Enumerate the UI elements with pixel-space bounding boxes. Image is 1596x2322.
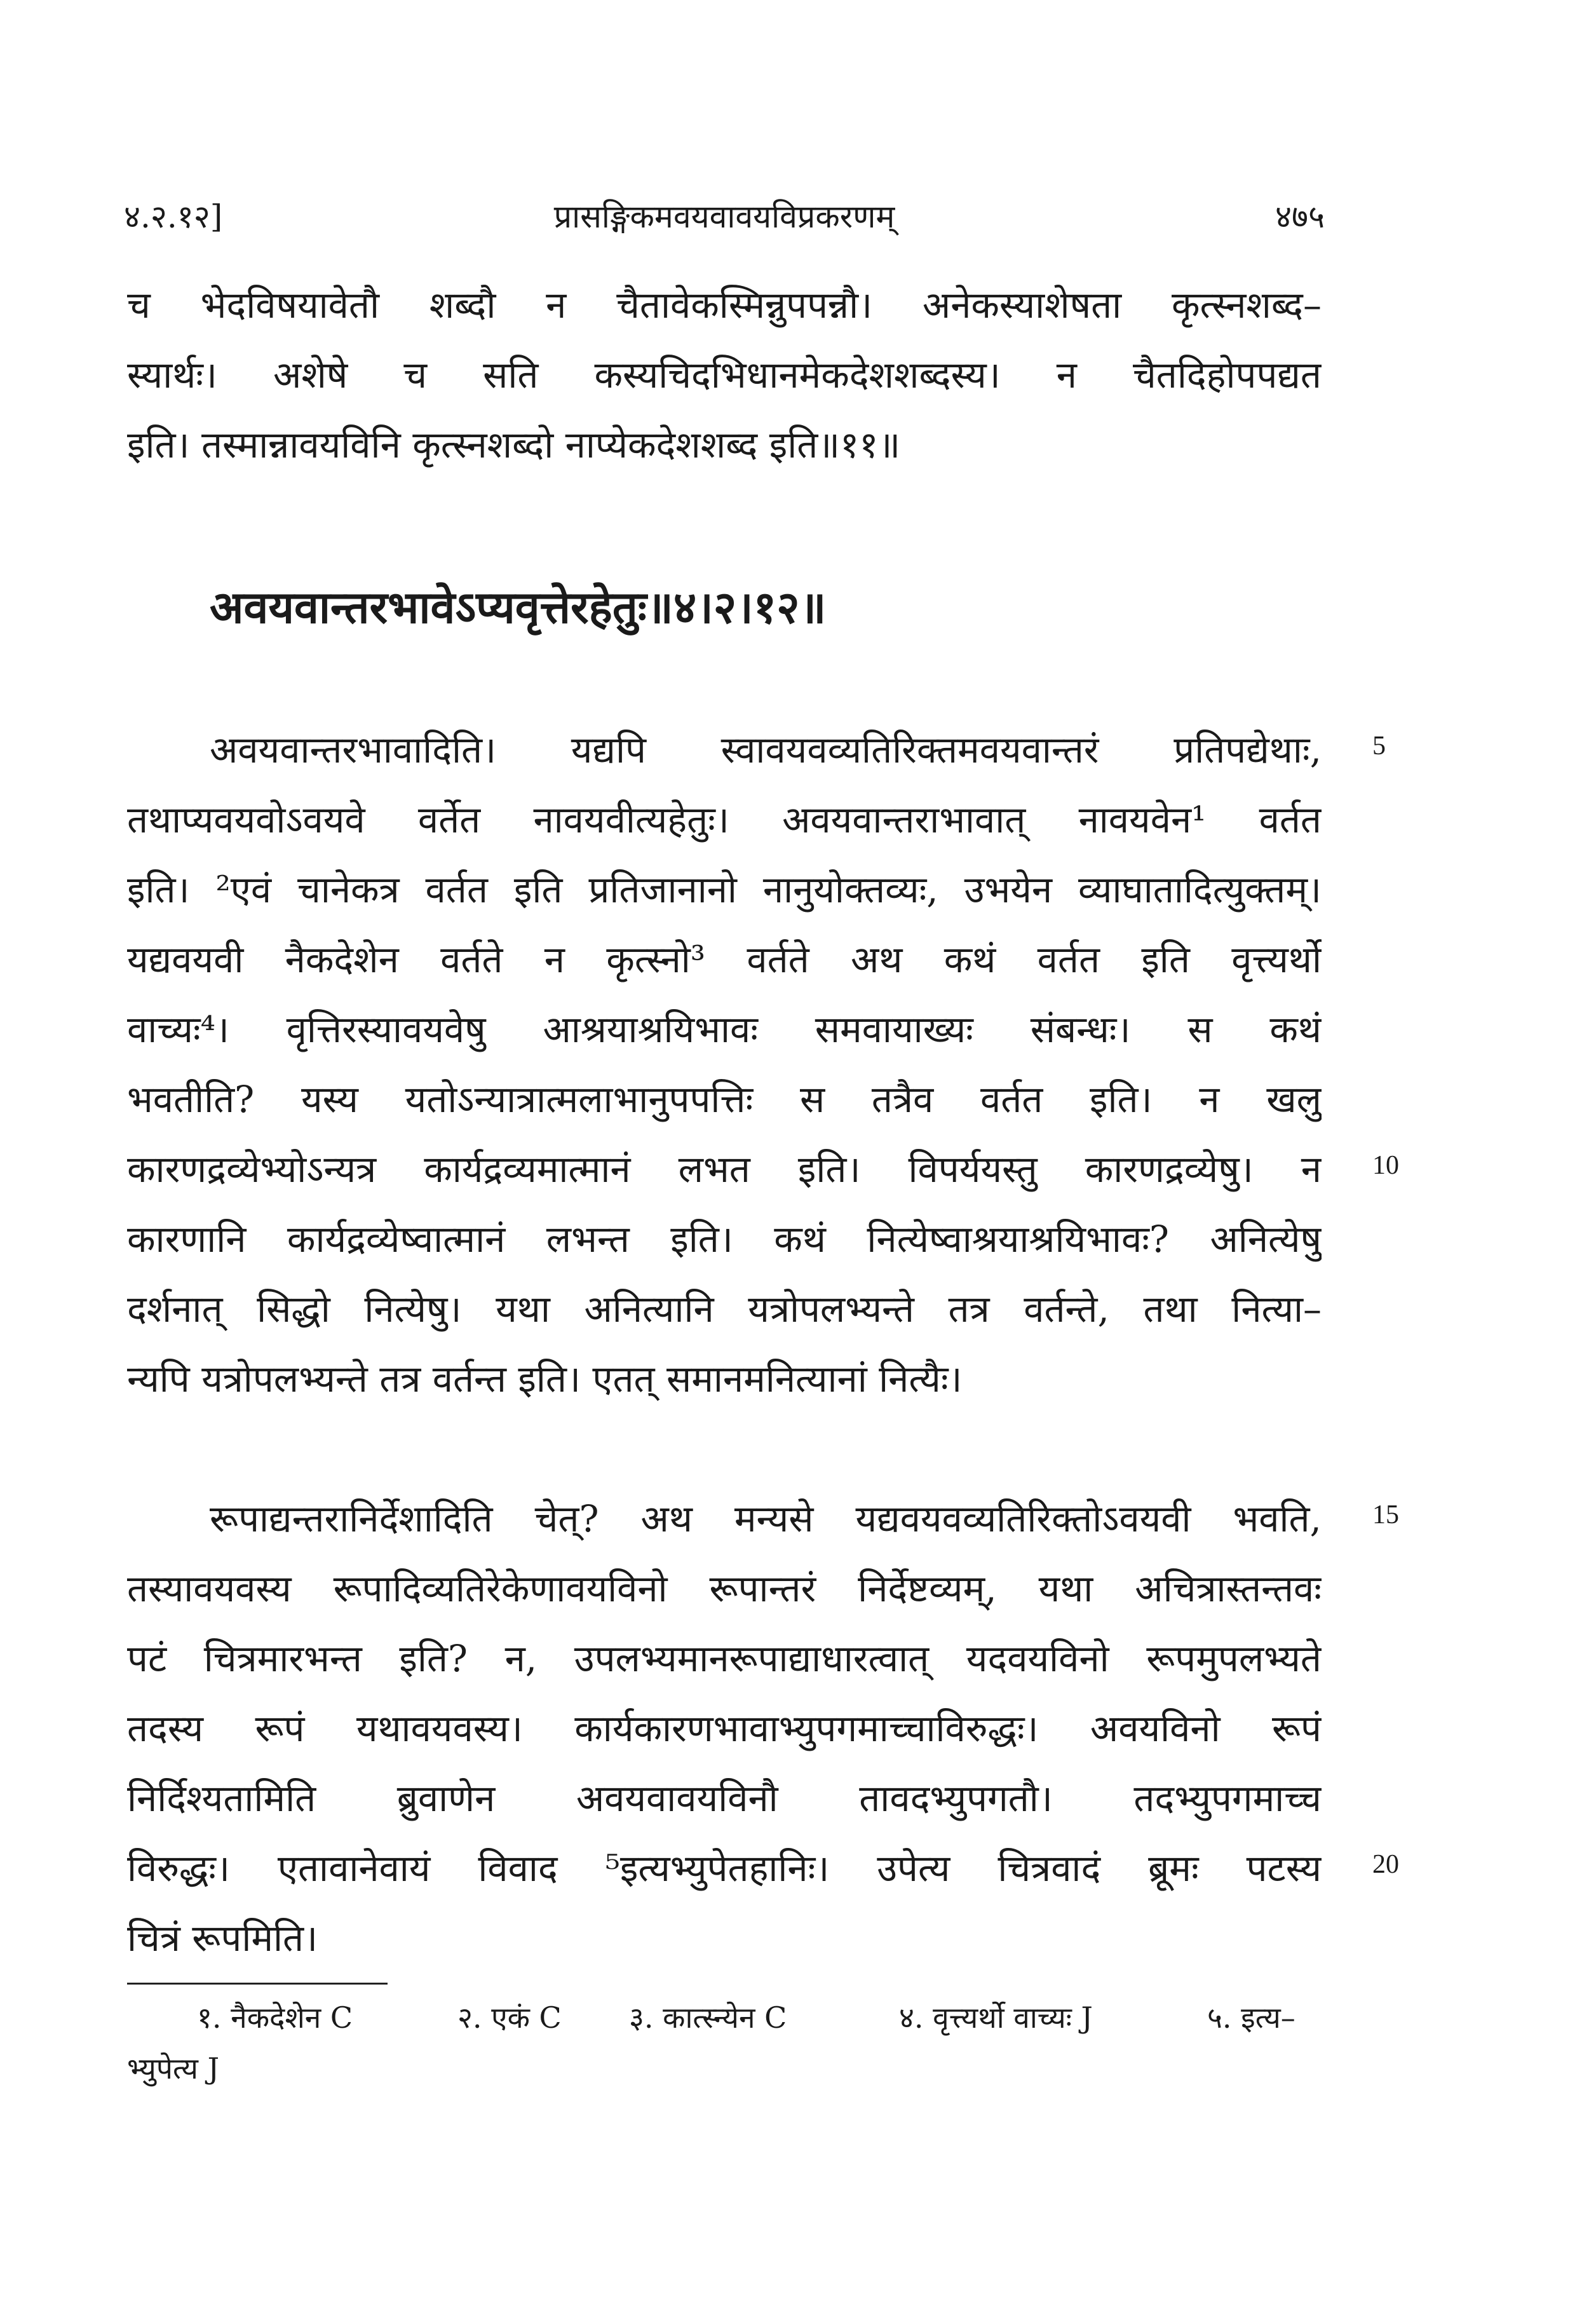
footnote-2: २. एकं C xyxy=(457,2000,562,2035)
text-line: तथाप्यवयवोऽवयवे वर्तेत नावयवीत्यहेतुः। अवयवान्तराभावात् नावयवेन¹ वर्तत xyxy=(127,798,1322,841)
text-line: दर्शनात् सिद्धो नित्येषु। यथा अनित्यानि यत्रोपलभ्यन्ते तत्र वर्तन्ते, तथा नित्या– xyxy=(127,1287,1322,1331)
text-line: निर्दिश्यतामिति ब्रुवाणेन अवयवावयविनौ तावदभ्युपगतौ। तदभ्युपगमाच्च xyxy=(127,1777,1322,1820)
footnote-5: ५. इत्य– xyxy=(1207,2000,1295,2035)
text-line: स्यार्थः। अशेषे च सति कस्यचिदभिधानमेकदेशशब्दस्य। न चैतदिहोपपद्यत xyxy=(127,353,1322,397)
footnote-rule xyxy=(127,1983,388,1985)
text-line: अवयवान्तरभावादिति। यद्यपि स्वावयवव्यतिरिक्तमवयवान्तरं प्रतिपद्येथाः, xyxy=(210,728,1322,771)
line-number-5: 5 xyxy=(1372,731,1386,761)
footnote-1: १. नैकदेशेन C xyxy=(197,2000,353,2035)
line-number-15: 15 xyxy=(1372,1500,1399,1530)
footnote-4: ४. वृत्त्यर्थो वाच्यः J xyxy=(899,2000,1093,2035)
line-number-20: 20 xyxy=(1372,1850,1399,1879)
footnote-3: ३. कात्स्न्येन C xyxy=(629,2000,787,2035)
text-line: यद्यवयवी नैकदेशेन वर्तते न कृत्स्नो³ वर्तते अथ कथं वर्तत इति वृत्त्यर्थो xyxy=(127,938,1322,981)
text-line: रूपाद्यन्तरानिर्देशादिति चेत्? अथ मन्यसे यद्यवयवव्यतिरिक्तोऽवयवी भवति, xyxy=(210,1497,1322,1540)
text-line: वाच्यः⁴। वृत्तिरस्यावयवेषु आश्रयाश्रयिभावः समवायाख्यः संबन्धः। स कथं xyxy=(127,1008,1322,1051)
chapter-title: प्रासङ्गिकमवयवावयविप्रकरणम् xyxy=(553,198,895,235)
text-line: विरुद्धः। एतावानेवायं विवाद ⁵इत्यभ्युपेतहानिः। उपेत्य चित्रवादं ब्रूमः पटस्य xyxy=(127,1847,1322,1890)
section-reference: ४.२.१२] xyxy=(124,198,223,235)
text-line: तस्यावयवस्य रूपादिव्यतिरेकेणावयविनो रूपान्तरं निर्देष्टव्यम्, यथा अचित्रास्तन्तवः xyxy=(127,1567,1322,1610)
running-header xyxy=(124,194,1325,245)
line-number-10: 10 xyxy=(1372,1151,1399,1180)
sutra-heading: अवयवान्तरभावेऽप्यवृत्तेरहेतुः॥४।२।१२॥ xyxy=(210,581,827,634)
text-line: च भेदविषयावेतौ शब्दौ न चैतावेकस्मिन्नुपपन्नौ। अनेकस्याशेषता कृत्स्नशब्द– xyxy=(127,283,1322,327)
text-line: न्यपि यत्रोपलभ्यन्ते तत्र वर्तन्त इति। एतत् समानमनित्यानां नित्यैः। xyxy=(127,1357,963,1401)
text-line: चित्रं रूपमिति। xyxy=(127,1917,318,1960)
text-line: इति। ²एवं चानेकत्र वर्तत इति प्रतिजानानो नानुयोक्तव्यः, उभयेन व्याघातादित्युक्तम्। xyxy=(127,868,1322,911)
text-line: तदस्य रूपं यथावयवस्य। कार्यकारणभावाभ्युपगमाच्चाविरुद्धः। अवयविनो रूपं xyxy=(127,1707,1322,1750)
text-line: कारणद्रव्येभ्योऽन्यत्र कार्यद्रव्यमात्मानं लभत इति। विपर्ययस्तु कारणद्रव्येषु। न xyxy=(127,1148,1322,1191)
text-line: भवतीति? यस्य यतोऽन्यात्रात्मलाभानुपपत्तिः स तत्रैव वर्तत इति। न खलु xyxy=(127,1078,1322,1121)
footnote-line xyxy=(127,1992,1322,2043)
text-line: इति। तस्मान्नावयविनि कृत्स्नशब्दो नाप्येकदेशशब्द इति॥११॥ xyxy=(127,423,901,466)
text-line: पटं चित्रमारभन्त इति? न, उपलभ्यमानरूपाद्याधारत्वात् यदवयविनो रूपमुपलभ्यते xyxy=(127,1637,1322,1680)
footnote-5-continued: भ्युपेत्य J xyxy=(127,2051,220,2086)
text-line: कारणानि कार्यद्रव्येष्वात्मानं लभन्त इति। कथं नित्येष्वाश्रयाश्रयिभावः? अनित्येषु xyxy=(127,1218,1322,1261)
page-number: ४७५ xyxy=(1275,198,1325,235)
footnote-line-continued xyxy=(127,2043,1322,2094)
